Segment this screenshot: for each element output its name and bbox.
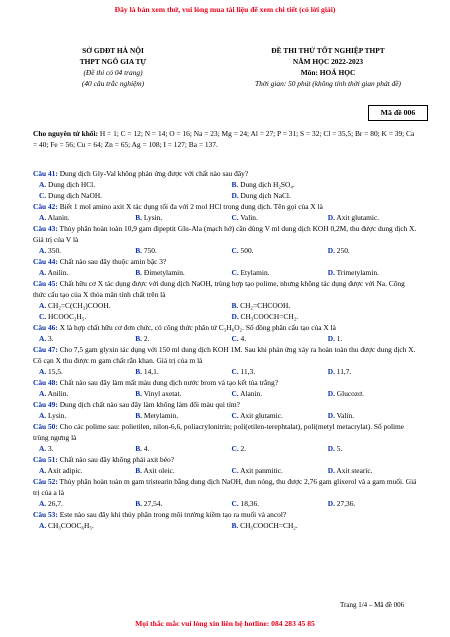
option-letter: A. (39, 268, 47, 277)
school-year: NĂM HỌC 2022-2023 (292, 57, 364, 66)
question-stem (33, 223, 418, 245)
option-text: Axit panmitic. (240, 466, 283, 475)
question-number: Câu 43: (33, 224, 58, 233)
option-text: Axit glutamic. (240, 411, 283, 420)
option-text: CH₃COOCH=CH₂. (240, 521, 298, 530)
option-text: CH₃COOC₆H₅. (48, 521, 94, 530)
question-number: Câu 48: (33, 378, 58, 387)
question-item (33, 322, 418, 344)
answer-option (129, 366, 225, 377)
answer-options (33, 388, 418, 399)
question-item (33, 201, 418, 223)
answer-option (226, 245, 322, 256)
question-number: Câu 45: (33, 279, 58, 288)
option-letter: A. (39, 411, 47, 420)
answer-option (129, 410, 225, 421)
option-letter: C. (231, 334, 239, 343)
question-stem (33, 454, 418, 465)
answer-option (129, 465, 225, 476)
answer-options (33, 300, 418, 322)
answer-option (129, 443, 225, 454)
question-item (33, 399, 418, 421)
option-text: Alanin. (47, 213, 70, 222)
question-list (33, 168, 418, 531)
answer-option (322, 410, 418, 421)
option-text: 350. (48, 246, 61, 255)
school-block (38, 45, 188, 89)
option-letter: C. (231, 411, 239, 420)
option-text: Etylamin. (240, 268, 270, 277)
answer-option (226, 212, 322, 223)
option-letter: C. (39, 191, 47, 200)
option-text: Lysin. (48, 411, 67, 420)
answer-option (33, 179, 226, 190)
option-letter: B. (231, 180, 239, 189)
question-text: Cho 7,5 gam glyxin tác dụng với 150 ml dung dịch KOH 1M. Sau khi phản ứng xảy ra hoàn toàn thu được dung dịch X. Cô cạn X thu được m gam chất rắn khan. Giá trị của m là (33, 345, 416, 365)
answer-option (33, 190, 226, 201)
option-text: 500. (240, 246, 254, 255)
hotline-banner: Mọi thắc mắc vui lòng xin liên hệ hotline: 084 283 45 85 (135, 619, 315, 628)
answer-option (226, 311, 419, 322)
option-letter: A. (39, 334, 47, 343)
option-letter: B. (135, 367, 143, 376)
question-item (33, 421, 418, 454)
answer-option (129, 388, 225, 399)
question-stem (33, 421, 418, 443)
question-text: Chất nào sau đây làm mất màu dung dịch nước brom và tạo kết tủa trắng? (57, 378, 278, 387)
answer-option (226, 267, 322, 278)
question-number: Câu 52: (33, 477, 58, 486)
question-stem (33, 476, 418, 498)
option-letter: C. (231, 389, 239, 398)
option-letter: D. (231, 191, 239, 200)
option-letter: C. (231, 367, 239, 376)
option-text: 26,7. (48, 499, 63, 508)
answer-option (33, 366, 129, 377)
answer-option (226, 179, 419, 190)
option-letter: B. (135, 268, 143, 277)
option-text: HCOOC₂H₅. (48, 312, 87, 321)
option-letter: B. (231, 301, 239, 310)
option-letter: D. (327, 268, 335, 277)
option-text: 15,5. (48, 367, 63, 376)
school-name: THPT NGÔ GIA TỰ (79, 57, 147, 66)
question-text: Thủy phân hoàn toàn m gam tristearin bằng dung dịch NaOH, đun nóng, thu được 2,76 gam glixerol và a gam muối. Giá trị của a là (33, 477, 417, 497)
answer-option (322, 443, 418, 454)
subject: Môn: HOÁ HỌC (300, 68, 356, 77)
question-count-note: (40 câu trắc nghiệm) (81, 79, 145, 88)
option-letter: C. (231, 246, 239, 255)
answer-option (226, 498, 322, 509)
option-text: Valin. (336, 411, 355, 420)
option-letter: D. (327, 389, 335, 398)
answer-option (322, 465, 418, 476)
exam-title: ĐỀ THI THỬ TỐT NGHIỆP THPT (271, 46, 385, 55)
option-letter: C. (231, 444, 239, 453)
option-text: 4. (240, 334, 247, 343)
option-text: 250. (336, 246, 350, 255)
atomic-mass-label: Cho nguyên tử khối: (33, 129, 99, 138)
option-text: Dung dịch NaCl. (240, 191, 291, 200)
option-letter: C. (231, 499, 239, 508)
question-item (33, 278, 418, 322)
option-letter: D. (327, 367, 335, 376)
question-number: Câu 46: (33, 323, 58, 332)
option-letter: B. (135, 444, 143, 453)
option-letter: A. (39, 499, 47, 508)
answer-options (33, 333, 418, 344)
page-count-note: (Đề thi có 04 trang) (83, 68, 143, 77)
option-text: 4. (143, 444, 150, 453)
answer-option (322, 245, 418, 256)
answer-options (33, 245, 418, 256)
question-item (33, 168, 418, 201)
option-letter: A. (39, 367, 47, 376)
answer-options (33, 366, 418, 377)
option-text: 3. (48, 444, 54, 453)
question-stem (33, 168, 418, 179)
answer-options (33, 267, 418, 278)
option-text: 27,36. (336, 499, 356, 508)
option-letter: C. (231, 213, 239, 222)
atomic-mass-note (33, 128, 418, 150)
option-letter: A. (39, 466, 47, 475)
question-stem (33, 399, 418, 410)
answer-option (33, 300, 226, 311)
answer-option (226, 520, 419, 531)
option-text: Dung dịch NaOH. (48, 191, 103, 200)
option-text: Axit adipic. (47, 466, 83, 475)
question-text: Dung dịch chất nào sau đây làm không làm đổi màu quì tím? (57, 400, 240, 409)
answer-option (226, 190, 419, 201)
question-stem (33, 256, 418, 267)
answer-option (129, 245, 225, 256)
question-item (33, 223, 418, 256)
option-text: 2. (143, 334, 150, 343)
question-stem (33, 344, 418, 366)
option-text: 11,3. (240, 367, 256, 376)
page-footer: Trang 1/4 – Mã đề 006 (340, 601, 405, 609)
option-text: Lysin. (143, 213, 163, 222)
option-text: Glucozơ. (336, 389, 364, 398)
option-text: Valin. (240, 213, 258, 222)
option-letter: D. (327, 246, 335, 255)
option-text: 14,1. (143, 367, 159, 376)
answer-options (33, 498, 418, 509)
option-letter: B. (231, 521, 239, 530)
option-text: Metylamin. (143, 411, 179, 420)
option-text: 2. (240, 444, 247, 453)
option-text: Anilin. (47, 268, 69, 277)
answer-options (33, 410, 418, 421)
question-stem (33, 278, 418, 300)
question-text: Chất nào sau đây thuộc amin bậc 3? (57, 257, 167, 266)
option-text: Trimetylamin. (336, 268, 379, 277)
answer-options (33, 443, 418, 454)
option-text: Anilin. (47, 389, 69, 398)
option-text: 27,54. (143, 499, 163, 508)
option-text: CH₂=C(CH₃)COOH. (48, 301, 111, 310)
option-letter: B. (135, 334, 143, 343)
option-letter: C. (231, 268, 239, 277)
option-text: Axit stearic. (336, 466, 373, 475)
question-item (33, 454, 418, 476)
question-text: Dung dịch Gly-Val không phản ứng được với chất nào sau đây? (57, 169, 249, 178)
option-text: CH₃COOCH=CH₂. (240, 312, 299, 321)
question-item (33, 256, 418, 278)
option-text: 5. (336, 444, 343, 453)
question-stem (33, 509, 418, 520)
answer-option (322, 267, 418, 278)
answer-option (322, 388, 418, 399)
question-number: Câu 42: (33, 202, 58, 211)
question-text: X là hợp chất hữu cơ đơn chức, có công thức phân tử C₃H₆O₂. Số đồng phân cấu tạo của X là (57, 323, 336, 332)
option-text: CH₂=CHCOOH. (240, 301, 291, 310)
option-text: Vinyl axetat. (143, 389, 182, 398)
option-letter: A. (39, 521, 47, 530)
answer-option (322, 333, 418, 344)
answer-option (322, 212, 418, 223)
option-text: 3. (48, 334, 54, 343)
question-number: Câu 47: (33, 345, 58, 354)
question-text: Thủy phân hoàn toàn 10,9 gam đipeptit Glu-Ala (mạch hở) cần dùng V ml dung dịch KOH 0,2M, thu được dung dịch X. Giá trị của V là (33, 224, 417, 244)
question-number: Câu 53: (33, 510, 58, 519)
option-letter: B. (135, 389, 143, 398)
option-letter: D. (327, 466, 335, 475)
option-letter: C. (231, 466, 239, 475)
question-stem (33, 322, 418, 333)
answer-options (33, 520, 418, 531)
option-text: 750. (143, 246, 157, 255)
answer-option (33, 498, 129, 509)
option-letter: B. (135, 466, 143, 475)
option-letter: C. (39, 312, 47, 321)
option-text: Alanin. (240, 389, 263, 398)
option-letter: A. (39, 180, 47, 189)
question-number: Câu 44: (33, 257, 58, 266)
answer-option (33, 465, 129, 476)
question-number: Câu 50: (33, 422, 58, 431)
answer-option (129, 267, 225, 278)
option-letter: A. (39, 301, 47, 310)
option-letter: A. (39, 246, 47, 255)
option-text: 18,36. (240, 499, 260, 508)
question-item (33, 344, 418, 377)
question-text: Chất hữu cơ X tác dụng được với dung dịch NaOH, trùng hợp tạo polime, nhưng không tác dụng được với Na. Công thức cấu tạo của X thỏa mãn tính chất trên là (33, 279, 405, 299)
time-limit: Thời gian: 50 phút (không tính thời gian phát đề) (254, 79, 402, 88)
option-letter: B. (135, 499, 143, 508)
option-letter: B. (135, 411, 143, 420)
answer-option (226, 443, 322, 454)
answer-option (33, 212, 129, 223)
answer-options (33, 465, 418, 476)
question-item (33, 476, 418, 509)
option-text: Dung dịch H₂SO₄. (240, 180, 295, 189)
question-stem (33, 377, 418, 388)
answer-option (33, 311, 226, 322)
option-letter: A. (39, 444, 47, 453)
option-text: 1. (336, 334, 343, 343)
question-stem (33, 201, 418, 212)
answer-options (33, 179, 418, 201)
question-text: Este nào sau đây khi thủy phân trong môi trường kiềm tạo ra muối và ancol? (57, 510, 287, 519)
department-name: SỞ GDĐT HÀ NỘI (82, 46, 144, 55)
answer-option (226, 366, 322, 377)
option-letter: A. (39, 213, 47, 222)
answer-option (33, 410, 129, 421)
question-text: Chất nào sau đây không phải axit béo? (57, 455, 175, 464)
option-text: Axit glutamic. (336, 213, 380, 222)
option-letter: D. (327, 499, 335, 508)
option-letter: A. (39, 389, 47, 398)
option-letter: B. (135, 246, 143, 255)
question-number: Câu 49: (33, 400, 58, 409)
answer-option (226, 333, 322, 344)
option-text: Dung dịch HCl. (48, 180, 96, 189)
question-number: Câu 41: (33, 169, 58, 178)
answer-option (33, 388, 129, 399)
option-text: Đimetylamin. (143, 268, 185, 277)
answer-option (129, 498, 225, 509)
atomic-mass-values: H = 1; C = 12; N = 14; O = 16; Na = 23; Mg = 24; Al = 27; P = 31; S = 32; Cl = 35,5; Br = 80; K = 39; Ca = 40; Fe = 56; Cu = 64; Zn = 65; Ag = 108; I = 127; Ba = 137. (33, 129, 415, 149)
answer-option (129, 212, 225, 223)
answer-option (226, 465, 322, 476)
answer-option (322, 366, 418, 377)
answer-option (322, 498, 418, 509)
answer-option (226, 300, 419, 311)
option-letter: B. (135, 213, 143, 222)
answer-options (33, 212, 418, 223)
answer-option (33, 333, 129, 344)
question-text: Biết 1 mol amino axit X tác dụng tối đa với 2 mol HCl trong dung dịch. Tên gọi của X là (57, 202, 323, 211)
answer-option (33, 245, 129, 256)
exam-title-block (223, 45, 433, 89)
option-letter: D. (327, 444, 335, 453)
option-text: Axit oleic. (143, 466, 175, 475)
question-item (33, 377, 418, 399)
option-letter: D. (327, 411, 335, 420)
option-letter: D. (327, 213, 335, 222)
preview-banner: Đây là bản xem thử, vui lòng mua tài liệu để xem chi tiết (có lời giải) (114, 5, 336, 14)
option-letter: D. (327, 334, 335, 343)
question-text: Cho các polime sau: polietilen, nilon-6,6, poliacrylonitrin; poli(etilen-terephtalat), poli(metyl metacrylat). Số polime trùng ngưng là (33, 422, 405, 442)
answer-option (226, 410, 322, 421)
answer-option (33, 267, 129, 278)
option-text: 11,7. (336, 367, 352, 376)
answer-option (33, 520, 226, 531)
question-item (33, 509, 418, 531)
answer-option (33, 443, 129, 454)
question-number: Câu 51: (33, 455, 58, 464)
answer-option (129, 333, 225, 344)
option-letter: D. (231, 312, 239, 321)
answer-option (226, 388, 322, 399)
exam-code-box: Mã đề 006 (368, 105, 428, 121)
